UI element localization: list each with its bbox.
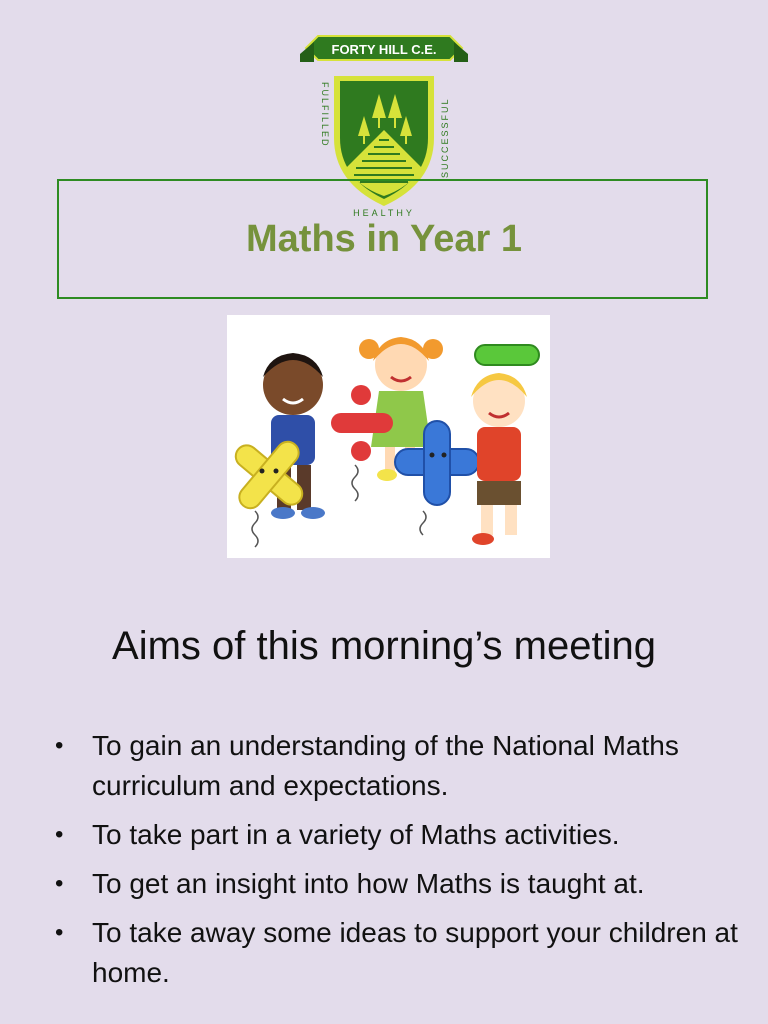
bullet-icon: • [55, 919, 64, 946]
list-item-text: To take part in a variety of Maths activities. [92, 819, 620, 850]
aims-list [52, 726, 742, 1002]
crest-bottom-motto: HEALTHY [353, 208, 415, 218]
list-item [52, 913, 742, 993]
bullet-icon: • [55, 870, 64, 897]
list-item [52, 864, 742, 904]
crest-banner-text: FORTY HILL C.E. [331, 42, 437, 57]
children-maths-clipart [227, 315, 550, 558]
page-title: Maths in Year 1 [246, 218, 522, 260]
crest-left-motto: FULFILLED [320, 82, 330, 148]
crest-right-motto: SUCCESSFUL [440, 97, 450, 178]
bullet-icon: • [55, 821, 64, 848]
list-item-text: To gain an understanding of the National Maths curriculum and expectations. [92, 730, 679, 801]
list-item [52, 815, 742, 855]
list-item-text: To get an insight into how Maths is taught at. [92, 868, 645, 899]
bullet-icon: • [55, 732, 64, 759]
section-heading: Aims of this morning’s meeting [112, 624, 656, 668]
list-item [52, 726, 742, 806]
list-item-text: To take away some ideas to support your children at home. [92, 917, 738, 988]
